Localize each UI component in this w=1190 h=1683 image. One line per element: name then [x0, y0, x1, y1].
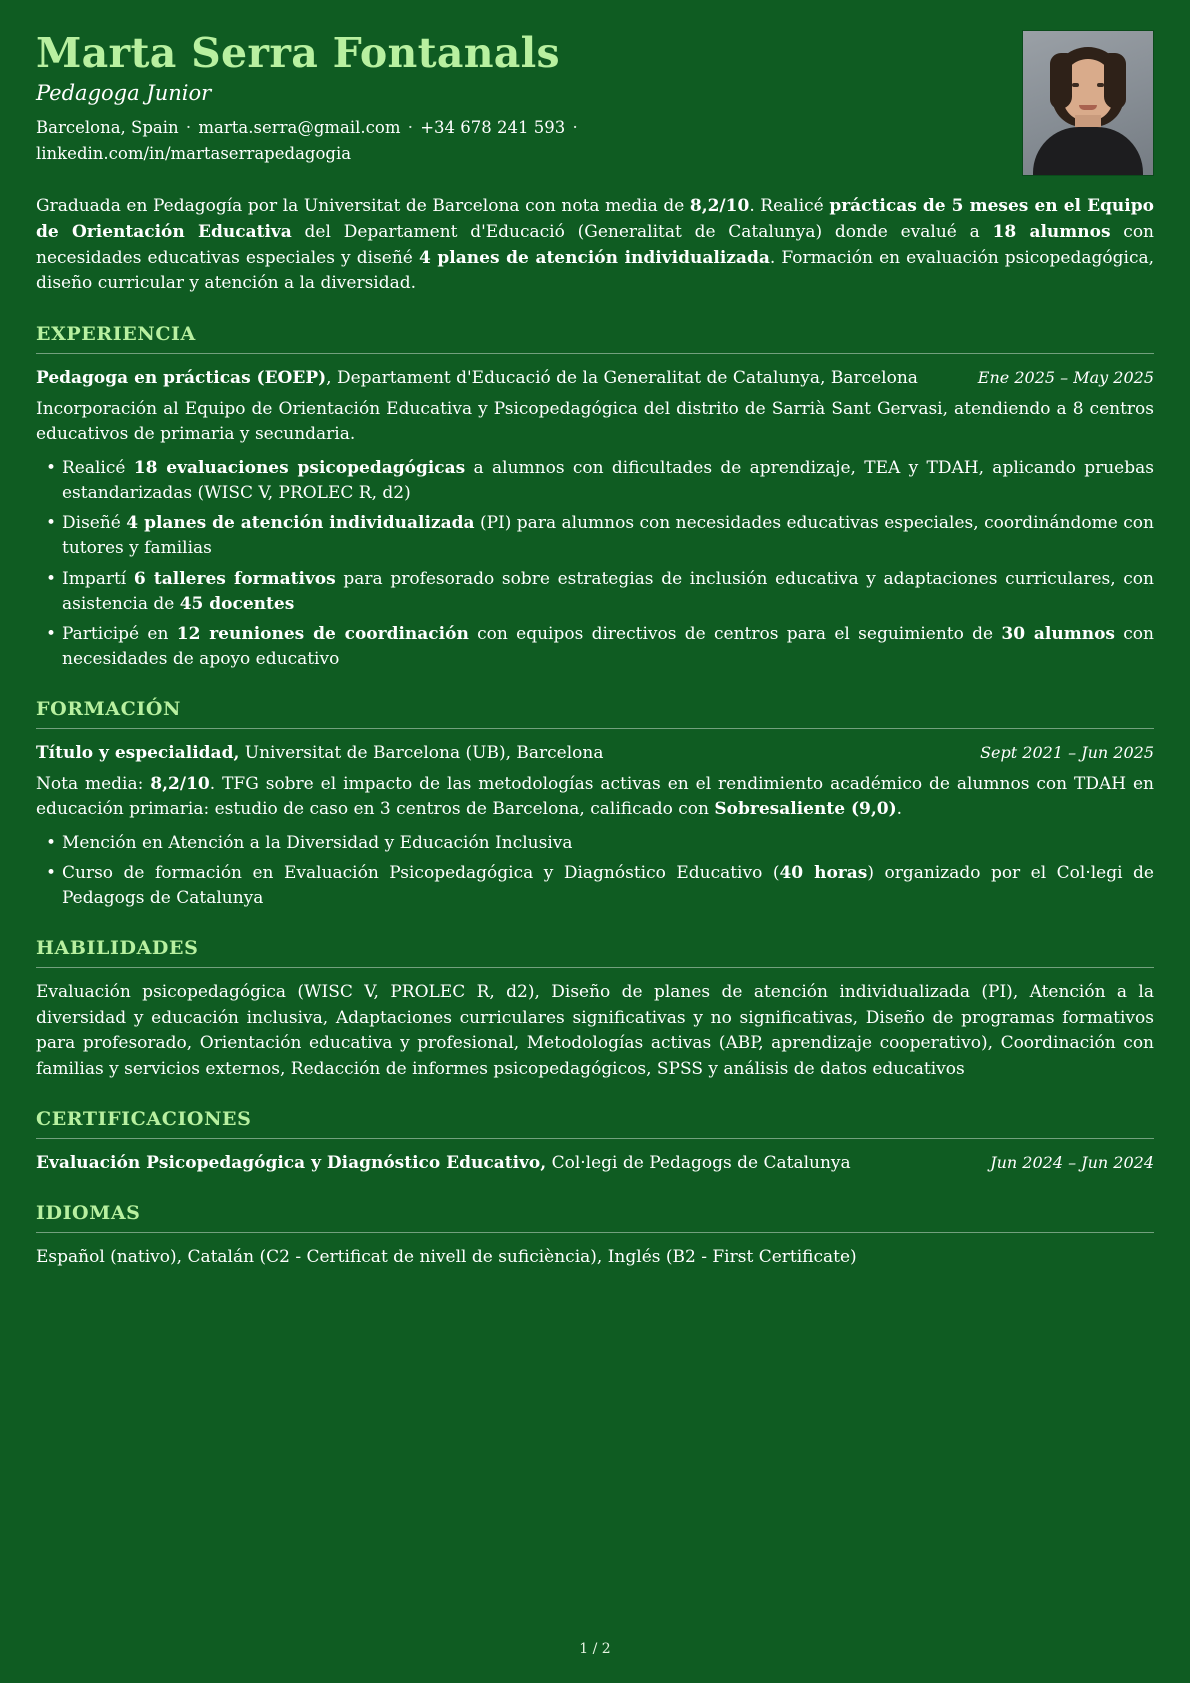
photo-eye-right — [1097, 83, 1104, 87]
education-bullet-list — [36, 831, 1154, 911]
section-divider — [36, 1138, 1154, 1139]
photo-hair-right — [1104, 53, 1126, 109]
section-divider — [36, 1232, 1154, 1233]
experience-entry — [36, 366, 1154, 672]
languages-body: Español (nativo), Catalán (C2 - Certificat de nivell de suficiència), Inglés (B2 - First Certificate) — [36, 1246, 857, 1267]
photo-eye-left — [1072, 83, 1079, 87]
list-item: • Realicé 18 evaluaciones psicopedagógicas a alumnos con dificultades de aprendizaje, TEA y TDAH, aplicando pruebas estandarizadas (WISC V, PROLEC R, d2) — [62, 456, 1154, 506]
education-entry — [36, 741, 1154, 911]
section-experience — [36, 323, 1154, 672]
contact-separator-3: · — [572, 118, 578, 138]
contact-line — [36, 115, 736, 166]
certification-entry-date: Jun 2024 – Jun 2024 — [990, 1153, 1154, 1173]
education-entry-description: Nota media: 8,2/10. TFG sobre el impacto de las metodologías activas en el rendimiento académico de alumnos con TDAH en educación primaria: estudio de caso en 3 centros de Barcelona, calificado con Sobresaliente (9,0). — [36, 773, 1155, 820]
education-entry-heading: Título y especialidad, Universitat de Barcelona (UB), Barcelona — [36, 743, 604, 764]
contact-phone[interactable]: +34 678 241 593 — [420, 118, 566, 138]
candidate-name: Marta Serra Fontanals — [36, 29, 560, 77]
summary-paragraph: Graduada en Pedagogía por la Universitat de Barcelona con nota media de 8,2/10. Realicé prácticas de 5 meses en el Equipo de Orientación Educativa del Departament d'Educació (Generalitat de Catalunya) donde evalué a 18 alumnos con necesidades educativas especiales y diseñé 4 planes de atención individualizada. Formación en evaluación psicopedagógica, diseño curricular y atención a la diversidad. — [36, 196, 1155, 294]
section-title-skills: HABILIDADES — [36, 937, 199, 960]
contact-email[interactable]: marta.serra@gmail.com — [198, 118, 401, 138]
section-divider — [36, 967, 1154, 968]
section-title-experience: EXPERIENCIA — [36, 323, 196, 346]
contact-separator-1: · — [185, 118, 192, 138]
certification-entry-heading: Evaluación Psicopedagógica y Diagnóstico Educativo, Col·legi de Pedagogs de Catalunya — [36, 1153, 851, 1174]
page-indicator: 1 / 2 — [579, 1641, 611, 1657]
section-certifications — [36, 1108, 1154, 1176]
list-item: • Curso de formación en Evaluación Psicopedagógica y Diagnóstico Educativo (40 horas) organizado por el Col·legi de Pedagogs de Catalunya — [62, 861, 1154, 911]
contact-location: Barcelona, Spain — [36, 118, 179, 138]
section-divider — [36, 353, 1154, 354]
profile-photo — [1022, 30, 1154, 176]
contact-linkedin[interactable]: linkedin.com/in/martaserrapedagogia — [36, 143, 352, 163]
list-item: • Diseñé 4 planes de atención individualizada (PI) para alumnos con necesidades educativas especiales, coordinándome con tutores y familias — [62, 511, 1154, 561]
header-text-block — [36, 30, 1002, 166]
experience-entry-head — [36, 366, 1154, 391]
section-title-languages: IDIOMAS — [36, 1201, 141, 1224]
experience-bullet-list — [36, 456, 1154, 672]
list-item: • Participé en 12 reuniones de coordinación con equipos directivos de centros para el seguimiento de 30 alumnos con necesidades de apoyo educativo — [62, 622, 1154, 672]
experience-entry-date: Ene 2025 – May 2025 — [977, 368, 1154, 388]
section-languages — [36, 1202, 1154, 1271]
list-item: • Impartí 6 talleres formativos para profesorado sobre estrategias de inclusión educativa y adaptaciones curriculares, con asistencia de 45 docentes — [62, 567, 1154, 617]
experience-entry-description: Incorporación al Equipo de Orientación Educativa y Psicopedagógica del distrito de Sarrià Sant Gervasi, atendiendo a 8 centros educativos de primaria y secundaria. — [36, 398, 1154, 445]
list-item: • Mención en Atención a la Diversidad y Educación Inclusiva — [62, 831, 1154, 856]
certification-entry-head — [36, 1151, 1154, 1176]
section-title-certifications: CERTIFICACIONES — [36, 1108, 252, 1131]
section-divider — [36, 728, 1154, 729]
education-entry-head — [36, 741, 1154, 766]
section-education — [36, 698, 1154, 911]
section-skills — [36, 937, 1154, 1082]
candidate-title: Pedagoga Junior — [36, 81, 212, 106]
education-entry-date: Sept 2021 – Jun 2025 — [980, 743, 1154, 763]
skills-body: Evaluación psicopedagógica (WISC V, PROLEC R, d2), Diseño de planes de atención individualizada (PI), Atención a la diversidad y educación inclusiva, Adaptaciones curriculares significativas y no significativas, Diseño de programas formativos para profesorado, Orientación educativa y profesional, Metodologías activas (ABP, aprendizaje cooperativo), Coordinación con familias y servicios externos, Redacción de informes psicopedagógicos, SPSS y análisis de datos educativos — [36, 982, 1154, 1079]
photo-mouth — [1079, 105, 1097, 110]
certification-entry — [36, 1151, 1154, 1176]
resume-header — [36, 30, 1154, 176]
photo-hair-left — [1050, 53, 1072, 109]
experience-entry-heading: Pedagoga en prácticas (EOEP), Departament d'Educació de la Generalitat de Catalunya, Barcelona — [36, 368, 918, 389]
contact-separator-2: · — [407, 118, 413, 138]
section-title-education: FORMACIÓN — [36, 698, 181, 721]
